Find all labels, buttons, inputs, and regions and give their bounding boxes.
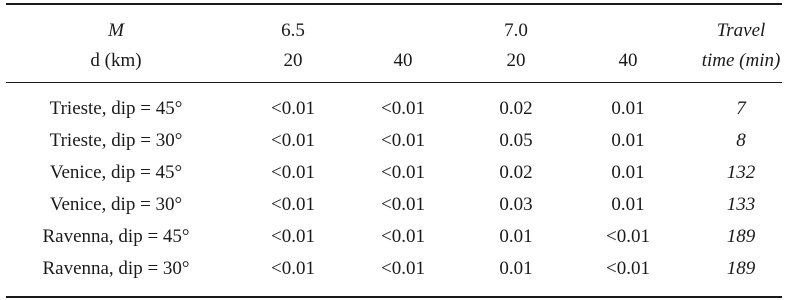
value-cell: 0.03 <box>499 194 533 215</box>
header-rule <box>6 82 782 83</box>
location-cell: Venice, dip = 30° <box>49 194 183 215</box>
value-cell: 0.01 <box>611 194 645 215</box>
bottom-rule <box>6 296 782 298</box>
value-cell: <0.01 <box>381 226 425 247</box>
value-cell: 0.01 <box>499 258 533 279</box>
value-cell: <0.01 <box>381 258 425 279</box>
travel-time-cell: 133 <box>726 194 756 215</box>
value-cell: <0.01 <box>381 98 425 119</box>
value-cell: 0.01 <box>611 130 645 151</box>
value-cell: 0.01 <box>611 162 645 183</box>
value-cell: <0.01 <box>381 162 425 183</box>
location-cell: Trieste, dip = 30° <box>49 130 183 151</box>
location-cell: Ravenna, dip = 30° <box>42 258 190 279</box>
distance-label: d (km) <box>90 50 142 71</box>
location-cell: Ravenna, dip = 45° <box>42 226 190 247</box>
value-cell: <0.01 <box>271 130 315 151</box>
location-cell: Trieste, dip = 45° <box>49 98 183 119</box>
travel-time-cell: 132 <box>726 162 756 183</box>
value-cell: <0.01 <box>381 130 425 151</box>
travel-time-cell: 8 <box>736 130 746 151</box>
magnitude-6-5: 6.5 <box>281 20 305 41</box>
value-cell: <0.01 <box>271 226 315 247</box>
value-cell: <0.01 <box>271 194 315 215</box>
distance-40-b: 40 <box>618 50 638 71</box>
distance-20-a: 20 <box>283 50 303 71</box>
value-cell: 0.02 <box>499 98 533 119</box>
value-cell: <0.01 <box>381 194 425 215</box>
value-cell: 0.02 <box>499 162 533 183</box>
value-cell: 0.01 <box>611 98 645 119</box>
travel-time-cell: 189 <box>726 226 756 247</box>
value-cell: <0.01 <box>271 98 315 119</box>
value-cell: 0.05 <box>499 130 533 151</box>
magnitude-7-0: 7.0 <box>504 20 528 41</box>
location-cell: Venice, dip = 45° <box>49 162 183 183</box>
distance-20-b: 20 <box>506 50 526 71</box>
value-cell: <0.01 <box>271 258 315 279</box>
distance-40-a: 40 <box>393 50 413 71</box>
magnitude-label: M <box>108 20 124 41</box>
travel-label: Travel <box>716 20 766 41</box>
travel-time-cell: 7 <box>736 98 746 119</box>
top-rule <box>6 3 782 5</box>
value-cell: <0.01 <box>606 226 650 247</box>
travel-time-cell: 189 <box>726 258 756 279</box>
value-cell: 0.01 <box>499 226 533 247</box>
travel-time-label: time (min) <box>701 50 781 71</box>
value-cell: <0.01 <box>606 258 650 279</box>
value-cell: <0.01 <box>271 162 315 183</box>
